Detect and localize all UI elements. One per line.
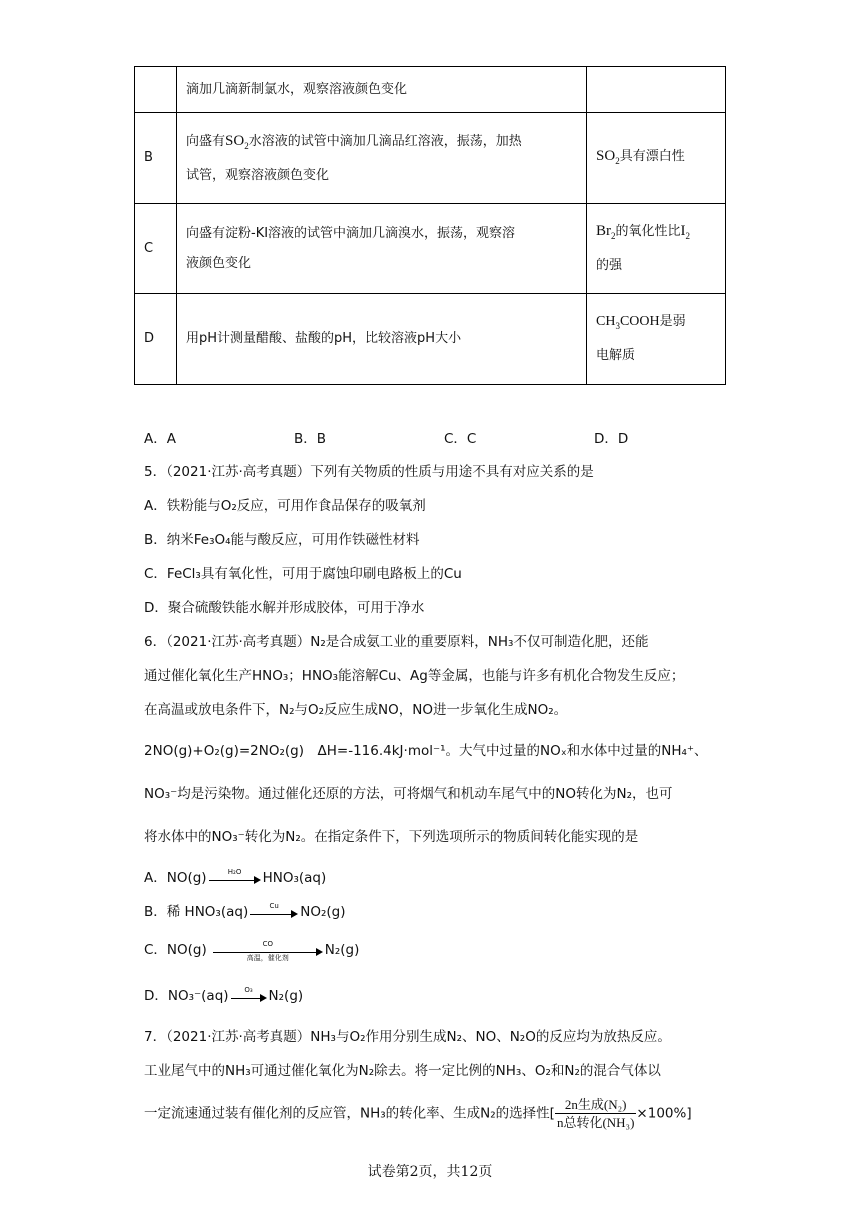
q7-stem-line: 工业尾气中的NH₃可通过催化氧化为N₂除去。将一定比例的NH₃、O₂和N₂的混合气体以 [144, 1063, 661, 1079]
row-conclusion: $SO_2$具有漂白性 [587, 113, 726, 204]
page-footer: 试卷第2页，共12页 [367, 1164, 493, 1180]
q5-option-c: C．FeCl₃具有氧化性，可用于腐蚀印刷电路板上的Cu [144, 566, 462, 582]
q6-stem-line: NO₃⁻均是污染物。通过催化还原的方法，可将烟气和机动车尾气中的NO转化为N₂，也可 [144, 786, 673, 802]
q6-stem-line: 6．（2021·江苏·高考真题）N₂是合成氨工业的重要原料，NH₃不仅可制造化肥，还能 [144, 634, 649, 650]
q7-stem-line: 一定流速通过装有催化剂的反应管，NH₃的转化率、生成N₂的选择性[ $\frac{\text{2n生成(N₂)}}{\text{n总转化(NH₃)}}$ ×100%] [144, 1097, 692, 1130]
row-operation: 滴加几滴新制氯水，观察溶液颜色变化 [177, 67, 587, 113]
experiment-table [134, 66, 726, 385]
reaction-arrow-icon: O₃ [231, 989, 267, 1003]
row-label: C [135, 204, 177, 294]
table-row [135, 113, 726, 204]
reaction-arrow-icon: CO 高温，催化剂 [213, 943, 323, 957]
row-conclusion [587, 67, 726, 113]
option-a: A．A [144, 431, 176, 447]
q6-option-b: B．稀 HNO₃(aq) Cu NO₂(g) [144, 902, 346, 920]
table-row [135, 204, 726, 294]
q6-stem-line: 在高温或放电条件下，N₂与O₂反应生成NO，NO进一步氧化生成NO₂。 [144, 702, 568, 718]
table-row [135, 294, 726, 385]
option-b: B．B [294, 431, 327, 447]
table-row [135, 67, 726, 113]
reaction-arrow-icon: Cu [250, 905, 298, 919]
row-label [135, 67, 177, 113]
q6-option-c: C．NO(g) CO 高温，催化剂 N₂(g) [144, 940, 360, 962]
q6-stem-line: 将水体中的NO₃⁻转化为N₂。在指定条件下，下列选项所示的物质间转化能实现的是 [144, 829, 639, 845]
row-conclusion: $CH_3COOH$是弱 电解质 [587, 294, 726, 385]
selectivity-fraction: $\frac{\text{2n生成(N₂)}}{\text{n总转化(NH₃)}}$ [556, 1097, 635, 1130]
q7-stem-line: 7．（2021·江苏·高考真题）NH₃与O₂作用分别生成N₂、NO、N₂O的反应均为放热反应。 [144, 1029, 671, 1045]
q6-stem-line: 通过催化氧化生产HNO₃；HNO₃能溶解Cu、Ag等金属，也能与许多有机化合物发生反应； [144, 668, 685, 684]
q6-stem-line: 2NO(g)+O₂(g)=2NO₂(g) ΔH=-116.4kJ·mol⁻¹。大气中过量的NOₓ和水体中过量的NH₄⁺、 [144, 743, 708, 759]
option-d: D．D [594, 431, 629, 447]
q6-option-d: D．NO₃⁻(aq) O₃ N₂(g) [144, 986, 304, 1004]
row-conclusion: $Br_2$的氧化性比$I_2$ 的强 [587, 204, 726, 294]
row-operation: 用pH计测量醋酸、盐酸的pH，比较溶液pH大小 [177, 294, 587, 385]
reaction-arrow-icon: H₂O [209, 871, 261, 885]
row-operation: 向盛有淀粉-KI溶液的试管中滴加几滴溴水，振荡，观察溶 液颜色变化 [177, 204, 587, 294]
q5-option-d: D．聚合硫酸铁能水解并形成胶体，可用于净水 [144, 600, 425, 616]
q5-stem: 5．（2021·江苏·高考真题）下列有关物质的性质与用途不具有对应关系的是 [144, 464, 594, 480]
q5-option-a: A．铁粉能与O₂反应，可用作食品保存的吸氧剂 [144, 498, 426, 514]
q6-option-a: A．NO(g) H₂O HNO₃(aq) [144, 868, 327, 886]
row-operation: 向盛有$SO_2$水溶液的试管中滴加几滴品红溶液，振荡，加热 试管，观察溶液颜色变化 [177, 113, 587, 204]
option-c: C．C [444, 431, 477, 447]
q5-option-b: B．纳米Fe₃O₄能与酸反应，可用作铁磁性材料 [144, 532, 420, 548]
row-label: B [135, 113, 177, 204]
row-label: D [135, 294, 177, 385]
